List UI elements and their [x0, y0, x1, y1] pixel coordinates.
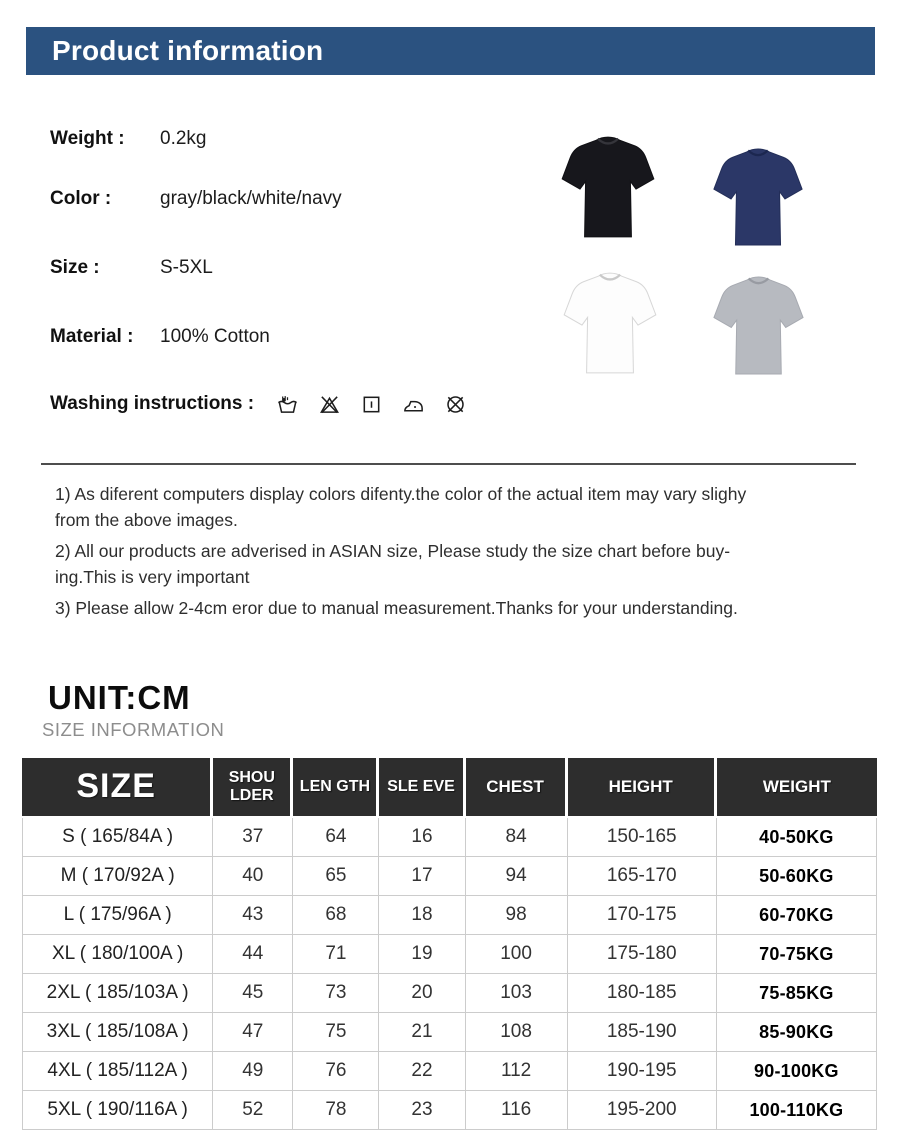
- measurement-cell: 100-110KG: [717, 1091, 877, 1130]
- iron-low-heat-icon: [402, 393, 425, 416]
- measurement-cell: 84: [466, 818, 568, 857]
- measurement-cell: 85-90KG: [717, 1013, 877, 1052]
- spec-material: [50, 323, 270, 351]
- size-cell: M ( 170/92A ): [22, 857, 213, 896]
- spec-material-value: 100% Cotton: [160, 326, 270, 347]
- measurement-cell: 73: [293, 974, 379, 1013]
- size-cell: XL ( 180/100A ): [22, 935, 213, 974]
- measurement-cell: 103: [466, 974, 568, 1013]
- unit-title: UNIT:CM: [48, 679, 191, 716]
- measurement-cell: 37: [213, 818, 293, 857]
- size-chart-table: [22, 758, 877, 1130]
- size-information-subtitle: SIZE INFORMATION: [42, 719, 225, 740]
- spec-size-label: Size :: [50, 257, 100, 278]
- measurement-cell: 98: [466, 896, 568, 935]
- measurement-cell: 52: [213, 1091, 293, 1130]
- measurement-cell: 47: [213, 1013, 293, 1052]
- measurement-cell: 94: [466, 857, 568, 896]
- tshirt-gray-image: [709, 271, 808, 380]
- spec-weight-label: Weight :: [50, 128, 125, 149]
- measurement-cell: 195-200: [568, 1091, 717, 1130]
- spec-size: [50, 254, 213, 282]
- measurement-cell: 21: [379, 1013, 465, 1052]
- spec-weight-value: 0.2kg: [160, 128, 207, 149]
- measurement-cell: 45: [213, 974, 293, 1013]
- spec-weight: [50, 125, 206, 153]
- measurement-cell: 18: [379, 896, 465, 935]
- column-header-size: SIZE: [22, 758, 213, 818]
- line-dry-icon: [360, 393, 383, 416]
- measurement-cell: 180-185: [568, 974, 717, 1013]
- do-not-dry-clean-icon: [444, 393, 467, 416]
- notes: [55, 481, 865, 626]
- size-table-header-row: [22, 758, 877, 818]
- size-cell: 5XL ( 190/116A ): [22, 1091, 213, 1130]
- measurement-cell: 68: [293, 896, 379, 935]
- note: 1) As diferent computers display colors difenty.the color of the actual item may vary slighy from the above images.: [55, 484, 747, 530]
- spec-color-value: gray/black/white/navy: [160, 188, 342, 209]
- measurement-cell: 165-170: [568, 857, 717, 896]
- measurement-cell: 65: [293, 857, 379, 896]
- tshirt-navy-image: [709, 143, 807, 251]
- column-header-height: HEIGHT: [568, 758, 717, 818]
- note: 2) All our products are adverised in ASIAN size, Please study the size chart before buy- ing.This is very important: [55, 541, 731, 587]
- tshirt-white-image: [559, 267, 661, 379]
- measurement-cell: 76: [293, 1052, 379, 1091]
- measurement-cell: 90-100KG: [717, 1052, 877, 1091]
- measurement-cell: 116: [466, 1091, 568, 1130]
- divider-line: [41, 463, 856, 465]
- measurement-cell: 50-60KG: [717, 857, 877, 896]
- column-header-chest: CHEST: [466, 758, 568, 818]
- spec-size-value: S-5XL: [160, 257, 213, 278]
- measurement-cell: 19: [379, 935, 465, 974]
- do-not-bleach-icon: [318, 393, 341, 416]
- measurement-cell: 40: [213, 857, 293, 896]
- hand-wash-icon: [276, 393, 299, 416]
- column-header-sleeve: SLE EVE: [379, 758, 465, 818]
- measurement-cell: 70-75KG: [717, 935, 877, 974]
- spec-material-label: Material :: [50, 326, 134, 347]
- tshirt-black-image: [557, 131, 659, 243]
- measurement-cell: 75: [293, 1013, 379, 1052]
- page-title: Product information: [52, 35, 324, 66]
- measurement-cell: 40-50KG: [717, 818, 877, 857]
- size-cell: 3XL ( 185/108A ): [22, 1013, 213, 1052]
- measurement-cell: 100: [466, 935, 568, 974]
- measurement-cell: 60-70KG: [717, 896, 877, 935]
- size-cell: L ( 175/96A ): [22, 896, 213, 935]
- measurement-cell: 71: [293, 935, 379, 974]
- measurement-cell: 64: [293, 818, 379, 857]
- measurement-cell: 17: [379, 857, 465, 896]
- measurement-cell: 170-175: [568, 896, 717, 935]
- measurement-cell: 185-190: [568, 1013, 717, 1052]
- measurement-cell: 43: [213, 896, 293, 935]
- washing-icons: [276, 393, 467, 416]
- measurement-cell: 20: [379, 974, 465, 1013]
- measurement-cell: 22: [379, 1052, 465, 1091]
- note: 3) Please allow 2-4cm eror due to manual measurement.Thanks for your understanding.: [55, 598, 738, 618]
- measurement-cell: 23: [379, 1091, 465, 1130]
- measurement-cell: 75-85KG: [717, 974, 877, 1013]
- measurement-cell: 190-195: [568, 1052, 717, 1091]
- measurement-cell: 16: [379, 818, 465, 857]
- spec-washing-label: Washing instructions :: [50, 393, 255, 414]
- measurement-cell: 108: [466, 1013, 568, 1052]
- page-title-bar: [26, 27, 875, 75]
- measurement-cell: 78: [293, 1091, 379, 1130]
- column-header-weight: WEIGHT: [717, 758, 877, 818]
- measurement-cell: 44: [213, 935, 293, 974]
- spec-color-label: Color :: [50, 188, 112, 209]
- size-table-body: [22, 818, 877, 1130]
- column-header-shoulder: SHOU LDER: [213, 758, 293, 818]
- size-cell: S ( 165/84A ): [22, 818, 213, 857]
- measurement-cell: 49: [213, 1052, 293, 1091]
- measurement-cell: 112: [466, 1052, 568, 1091]
- size-cell: 4XL ( 185/112A ): [22, 1052, 213, 1091]
- spec-washing-instructions: [50, 390, 467, 418]
- column-header-length: LEN GTH: [293, 758, 379, 818]
- measurement-cell: 150-165: [568, 818, 717, 857]
- spec-color: [50, 185, 342, 213]
- size-cell: 2XL ( 185/103A ): [22, 974, 213, 1013]
- measurement-cell: 175-180: [568, 935, 717, 974]
